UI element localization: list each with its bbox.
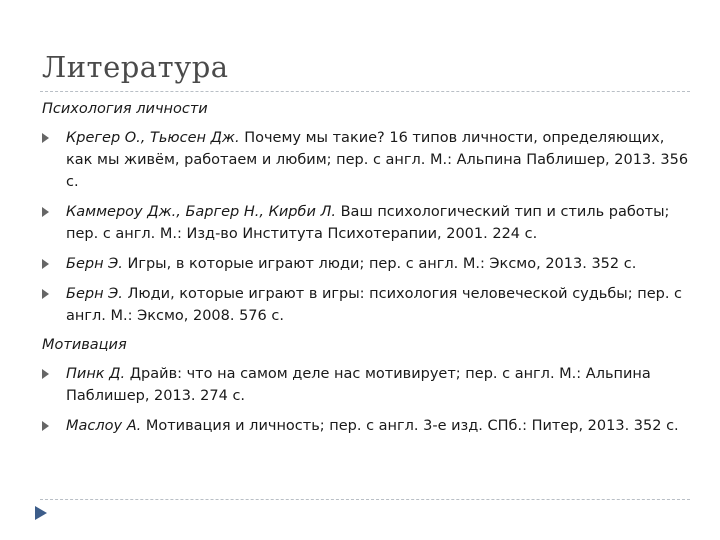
list-item [42, 201, 692, 245]
list-item [42, 253, 692, 275]
title-divider [40, 91, 690, 92]
list-item [42, 283, 692, 327]
item-author: Крегер О., Тьюсен Дж. [66, 130, 240, 146]
item-text: Драйв: что на самом деле нас мотивирует; пер. с англ. М.: Альпина Паблишер, 2013. 274 с. [66, 366, 651, 404]
arrow-bullet-icon [42, 289, 49, 299]
item-author: Каммероу Дж., Баргер Н., Кирби Л. [66, 204, 336, 220]
item-text: Почему мы такие? 16 типов личности, определяющих, как мы живём, работаем и любим; пер. с англ. М.: Альпина Паблишер, 2013. 356 с. [66, 130, 689, 190]
footer-divider [40, 499, 690, 500]
list-item [42, 415, 692, 437]
literature-content [42, 99, 692, 445]
item-text: Мотивация и личность; пер. с англ. 3-е изд. СПб.: Питер, 2013. 352 с. [141, 418, 679, 434]
arrow-bullet-icon [42, 421, 49, 431]
item-text: Ваш психологический тип и стиль работы; пер. с англ. М.: Изд-во Института Психотерапии, 2001. 224 с. [66, 204, 670, 242]
item-author: Пинк Д. [66, 366, 126, 382]
section-heading-personality: Психология личности [42, 101, 208, 117]
arrow-bullet-icon [42, 133, 49, 143]
section-heading-motivation: Мотивация [42, 337, 127, 353]
list-item [42, 363, 692, 407]
next-slide-arrow-icon[interactable] [34, 505, 48, 521]
item-author: Берн Э. [66, 286, 123, 302]
item-author: Берн Э. [66, 256, 123, 272]
arrow-bullet-icon [42, 259, 49, 269]
arrow-bullet-icon [42, 369, 49, 379]
arrow-bullet-icon [42, 207, 49, 217]
item-author: Маслоу А. [66, 418, 142, 434]
slide-title: Литература [42, 50, 229, 84]
item-text: Игры, в которые играют люди; пер. с англ. М.: Эксмо, 2013. 352 с. [122, 256, 637, 272]
list-item [42, 127, 692, 193]
next-slide-arrow-shape [35, 506, 47, 520]
item-text: Люди, которые играют в игры: психология человеческой судьбы; пер. с англ. М.: Эксмо, 2008. 576 с. [66, 286, 683, 324]
